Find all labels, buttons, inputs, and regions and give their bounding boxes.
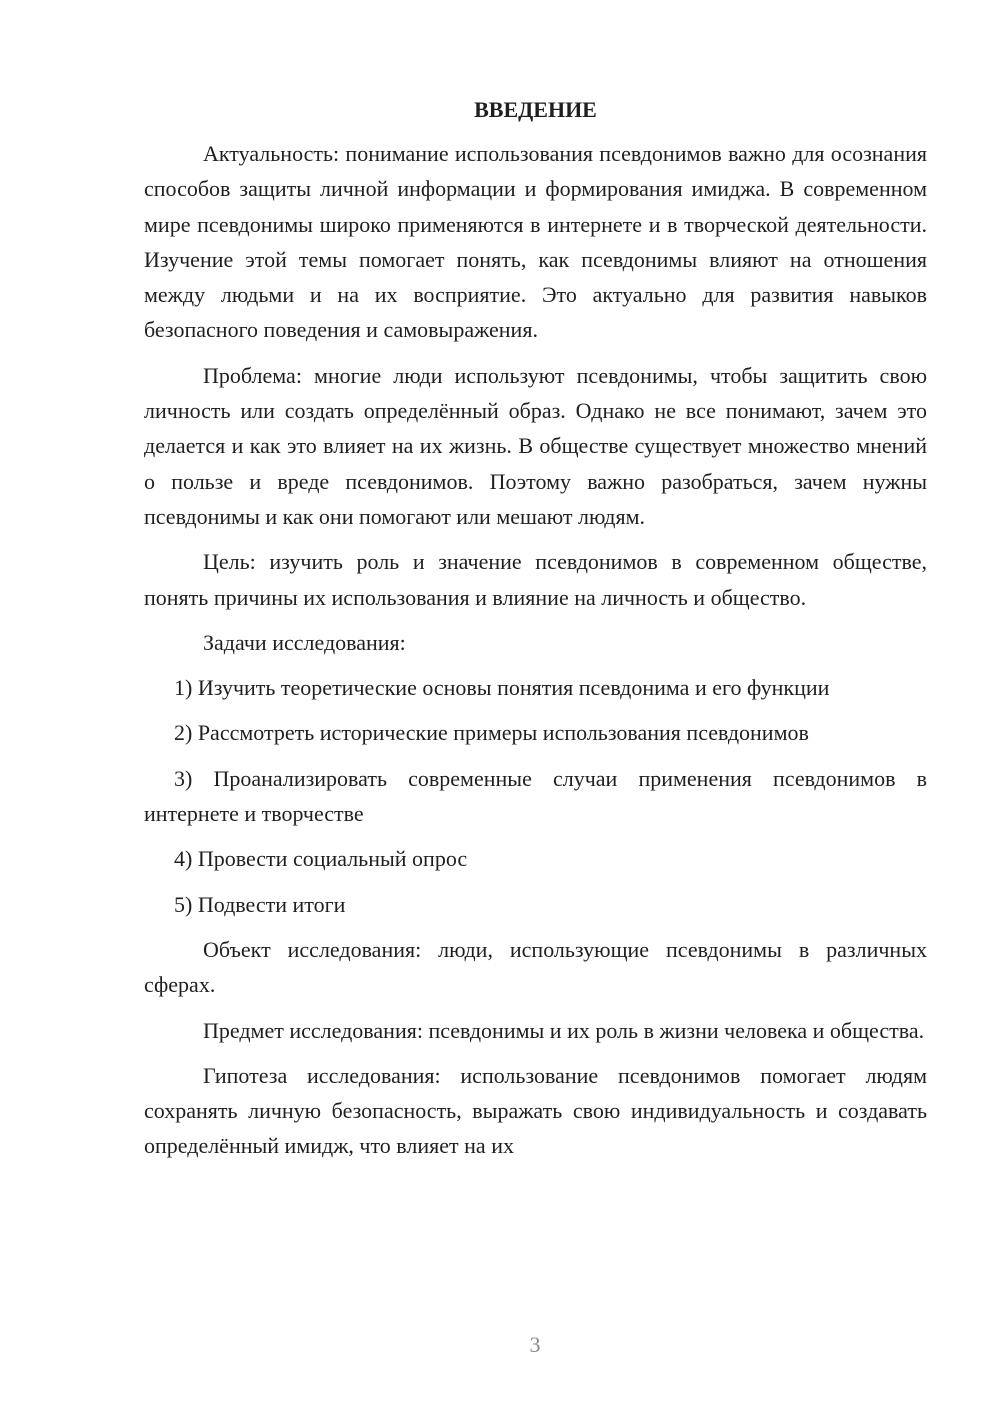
task-item: 5) Подвести итоги — [174, 891, 346, 917]
page-number: 3 — [529, 1332, 541, 1357]
page-content — [144, 92, 927, 1174]
task-item: 1) Изучить теоретические основы понятия псевдонима и его функции — [174, 675, 830, 701]
task-item: 2) Рассмотреть исторические примеры использования псевдонимов — [174, 720, 809, 746]
subject-paragraph: Предмет исследования: псевдонимы и их роль в жизни человека и общества. — [203, 1017, 925, 1043]
task-item: 4) Провести социальный опрос — [174, 846, 468, 872]
problem-paragraph: Проблема: многие люди используют псевдонимы, чтобы защитить свою личность или создать определённый образ. Однако не все понимают, зачем это делается и как это влияет на их жизнь. В обществе существует множество мнений о пользе и вреде псевдонимов. Поэтому важно разобраться, зачем нужны псевдонимы и как они помогают или мешают людям. — [144, 362, 927, 529]
tasks-heading: Задачи исследования: — [203, 629, 406, 655]
object-paragraph: Объект исследования: люди, использующие псевдонимы в различных сферах. — [144, 936, 927, 998]
relevance-paragraph: Актуальность: понимание использования псевдонимов важно для осознания способов защиты личной информации и формирования имиджа. В современном мире псевдонимы широко применяются в интернете и в творческой деятельности. Изучение этой темы помогает понять, как псевдонимы влияют на отношения между людьми и на их восприятие. Это актуально для развития навыков безопасного поведения и самовыражения. — [144, 141, 927, 343]
section-title: ВВЕДЕНИЕ — [474, 97, 597, 122]
hypothesis-paragraph: Гипотеза исследования: использование псевдонимов помогает людям сохранять личную безопасность, выражать свою индивидуальность и создавать определённый имидж, что влияет на их — [144, 1062, 927, 1159]
task-item: 3) Проанализировать современные случаи применения псевдонимов в интернете и творчестве — [144, 765, 927, 827]
goal-paragraph: Цель: изучить роль и значение псевдонимов в современном обществе, понять причины их использования и влияние на личность и общество. — [144, 549, 927, 610]
